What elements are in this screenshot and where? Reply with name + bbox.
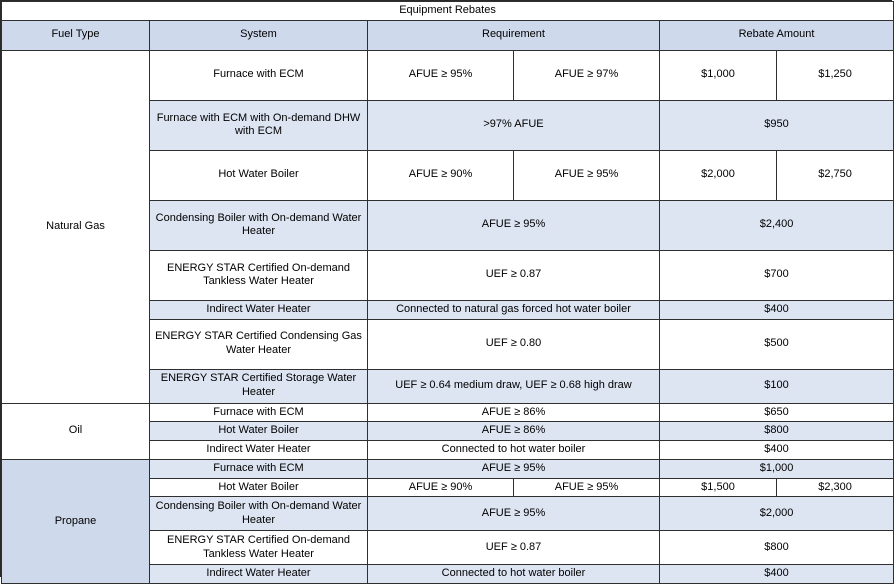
- rebate-amount-cell: $950: [660, 100, 894, 150]
- requirement-cell: Connected to hot water boiler: [368, 565, 660, 584]
- rebate-amount-cell-1: $1,500: [660, 478, 777, 497]
- system-cell: Indirect Water Heater: [150, 300, 368, 319]
- rebate-amount-cell: $400: [660, 300, 894, 319]
- system-cell: ENERGY STAR Certified Storage Water Heater: [150, 369, 368, 403]
- system-cell: Hot Water Boiler: [150, 150, 368, 200]
- table-row: [2, 459, 894, 478]
- requirement-cell: >97% AFUE: [368, 100, 660, 150]
- rebate-amount-cell: $800: [660, 531, 894, 565]
- rebate-amount-cell-2: $2,300: [777, 478, 894, 497]
- rebate-amount-cell: $1,000: [660, 459, 894, 478]
- rebate-amount-cell: $400: [660, 565, 894, 584]
- system-cell: Indirect Water Heater: [150, 565, 368, 584]
- requirement-cell-1: AFUE ≥ 95%: [368, 50, 514, 100]
- column-header-rebate-amount: Rebate Amount: [660, 20, 894, 50]
- requirement-cell: UEF ≥ 0.87: [368, 250, 660, 300]
- column-header-fuel-type: Fuel Type: [2, 20, 150, 50]
- column-header-requirement: Requirement: [368, 20, 660, 50]
- rebate-amount-cell: $650: [660, 403, 894, 422]
- system-cell: ENERGY STAR Certified Condensing Gas Water Heater: [150, 319, 368, 369]
- requirement-cell: AFUE ≥ 86%: [368, 403, 660, 422]
- system-cell: Furnace with ECM: [150, 50, 368, 100]
- column-header-system: System: [150, 20, 368, 50]
- requirement-cell-1: AFUE ≥ 90%: [368, 150, 514, 200]
- fuel-type-cell: Natural Gas: [2, 50, 150, 403]
- requirement-cell-1: AFUE ≥ 90%: [368, 478, 514, 497]
- requirement-cell-2: AFUE ≥ 95%: [514, 478, 660, 497]
- requirement-cell: UEF ≥ 0.64 medium draw, UEF ≥ 0.68 high draw: [368, 369, 660, 403]
- requirement-cell: Connected to natural gas forced hot water boiler: [368, 300, 660, 319]
- requirement-cell: AFUE ≥ 95%: [368, 497, 660, 531]
- table-header-row: [2, 20, 894, 50]
- table-title-row: [2, 2, 894, 21]
- requirement-cell: UEF ≥ 0.80: [368, 319, 660, 369]
- system-cell: Hot Water Boiler: [150, 422, 368, 441]
- requirement-cell: AFUE ≥ 86%: [368, 422, 660, 441]
- rebate-amount-cell: $400: [660, 441, 894, 460]
- rebate-amount-cell-1: $1,000: [660, 50, 777, 100]
- rebate-amount-cell: $100: [660, 369, 894, 403]
- page-title: Equipment Rebates: [2, 2, 894, 21]
- requirement-cell: AFUE ≥ 95%: [368, 459, 660, 478]
- system-cell: Indirect Water Heater: [150, 441, 368, 460]
- system-cell: ENERGY STAR Certified On-demand Tankless Water Heater: [150, 531, 368, 565]
- requirement-cell-2: AFUE ≥ 95%: [514, 150, 660, 200]
- rebate-amount-cell-2: $2,750: [777, 150, 894, 200]
- requirement-cell: UEF ≥ 0.87: [368, 531, 660, 565]
- system-cell: Furnace with ECM: [150, 403, 368, 422]
- equipment-rebates-table: [1, 1, 894, 584]
- requirement-cell-2: AFUE ≥ 97%: [514, 50, 660, 100]
- rebate-amount-cell: $700: [660, 250, 894, 300]
- system-cell: Furnace with ECM with On-demand DHW with ECM: [150, 100, 368, 150]
- system-cell: Condensing Boiler with On-demand Water Heater: [150, 200, 368, 250]
- rebate-amount-cell: $500: [660, 319, 894, 369]
- requirement-cell: AFUE ≥ 95%: [368, 200, 660, 250]
- rebate-amount-cell: $800: [660, 422, 894, 441]
- rebate-amount-cell: $2,000: [660, 497, 894, 531]
- table-row: [2, 50, 894, 100]
- system-cell: Condensing Boiler with On-demand Water Heater: [150, 497, 368, 531]
- table-row: [2, 403, 894, 422]
- requirement-cell: Connected to hot water boiler: [368, 441, 660, 460]
- fuel-type-cell: Propane: [2, 459, 150, 583]
- system-cell: Furnace with ECM: [150, 459, 368, 478]
- system-cell: ENERGY STAR Certified On-demand Tankless Water Heater: [150, 250, 368, 300]
- rebate-amount-cell-1: $2,000: [660, 150, 777, 200]
- rebate-amount-cell-2: $1,250: [777, 50, 894, 100]
- fuel-type-cell: Oil: [2, 403, 150, 459]
- system-cell: Hot Water Boiler: [150, 478, 368, 497]
- rebate-amount-cell: $2,400: [660, 200, 894, 250]
